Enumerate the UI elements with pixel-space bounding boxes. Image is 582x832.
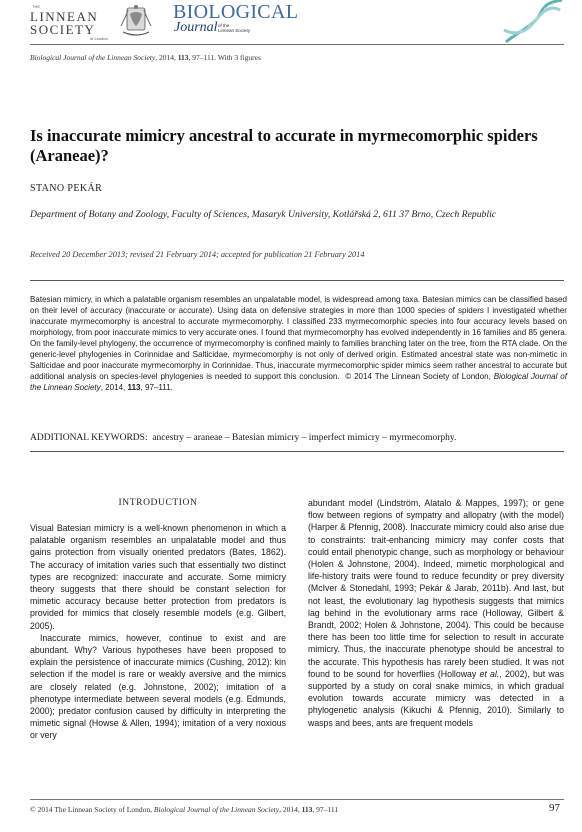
paragraph-etal: et al. xyxy=(479,668,500,679)
journal-word: Journal xyxy=(174,20,218,35)
dna-helix-icon xyxy=(500,0,564,44)
paragraph: Inaccurate mimics, however, continue to exist and are abundant. Why? Various hypotheses have been proposed to explain the persistence of inaccurate mimics (Cushing, 2012): kin selection if the model is rare or weakly aversive and the mimics are closely related (e.g. Johnstone, 2002); imitation of a phenotype intermediate between several models (e.g. Edmunds, 2000); predator confusion caused by difficulty in interpreting the mimetic signal (Howse & Allen, 1994); imitation of a very noxious or very xyxy=(30,632,286,741)
footer-year: , 2014, xyxy=(279,805,302,814)
journal-title: BIOLOGICAL xyxy=(173,1,299,23)
journal-subtitle-2: Linnean Society xyxy=(218,28,251,33)
abstract-copyright: © 2014 The Linnean Society of London, xyxy=(339,372,494,381)
citation-year: , 2014, xyxy=(155,53,178,62)
abstract-copyright-journal: Biological Journal of the Linnean Society xyxy=(30,372,567,392)
footer-rule xyxy=(30,799,564,800)
abstract-copyright-pages: , 97–111. xyxy=(140,383,173,392)
journal-citation xyxy=(30,53,261,62)
footer-pages: , 97–111 xyxy=(312,805,339,814)
header-rule xyxy=(30,44,564,45)
logo-society: SOCIETY xyxy=(30,22,96,37)
body-column-left xyxy=(30,522,286,742)
society-crest-icon xyxy=(118,4,154,38)
footer-copyright xyxy=(30,805,338,814)
received-dates: Received 20 December 2013; revised 21 February 2014; accepted for publication 21 February 2014 xyxy=(30,250,365,259)
abstract-text: Batesian mimicry, in which a palatable organism resembles an unpalatable model, is widespread among taxa. Batesian mimics can be classified based on their level of accuracy (inaccurate or accurate). Using data on defensive strategies in more than 1000 species of spiders I investigated whether inaccurate myrmecomorphy is ancestral to accurate myrmecomorphy. I classified 233 myrmecomorphic species into four accuracy levels based on morphology, from poor inaccurate mimics to very accurate ones. I found that myrmecomorphy has evolved independently in 16 families and 85 genera. On the family-level phylogeny, the occurrence of myrmecomorphy is confined mainly to families branching later on the tree, from the RTA clade. On the generic-level phylogenies in Corinnidae and Salticidae, myrmecomorphy is not only of derived origin. Estimated ancestral state was non-mimetic in Salticidae and poor inaccurate myrmecomorphy in Corinnidae. Thus, inaccurate myrmecomorphic spider mimics seem rather ancestral to accurate but additional analysis on species-level phylogenies is needed to support this conclusion. xyxy=(30,295,567,381)
citation-volume: 113 xyxy=(177,53,189,62)
footer-pre: © 2014 The Linnean Society of London, xyxy=(30,805,154,814)
abstract xyxy=(30,294,567,393)
author-name: STANO PEKÁR xyxy=(30,183,103,194)
body-column-right xyxy=(308,497,564,729)
journal-subtitle-1: of the xyxy=(218,23,230,28)
paragraph: Visual Batesian mimicry is a well-known phenomenon in which a palatable organism resembles an unpalatable model and thus gains protection from visually oriented predators (Bates, 1862). The accuracy of imitation varies such that essentially two distinct types are recognized: inaccurate and accurate. Some mimicry theory suggests that there should be constant selection for mimetic accuracy because better protection from predators is provided for mimics that closely resemble models (e.g. Gilbert, 2005). xyxy=(30,523,286,631)
section-heading-introduction: INTRODUCTION xyxy=(118,498,198,508)
citation-rest: , 97–111. With 3 figures xyxy=(188,53,261,62)
citation-journal: Biological Journal of the Linnean Society xyxy=(30,53,156,62)
keywords-label: ADDITIONAL KEYWORDS: xyxy=(30,433,148,443)
abstract-copyright-year: , 2014, xyxy=(100,383,128,392)
logo-of-london: of London xyxy=(90,36,108,41)
article-title: Is inaccurate mimicry ancestral to accurate in myrmecomorphic spiders (Araneae)? xyxy=(30,126,538,165)
paragraph-text: abundant model (Lindström, Alatalo & Mappes, 1997); or gene flow between regions of sympatry and allopatry (with the model) (Harper & Pfennig, 2008). Inaccurate mimicry could also arise due to constraints: trait-enhancing mimicry may confer costs that could entail phenotypic change, such as morphology or behaviour (Holen & Johnstone, 2004). Indeed, mimetic morphological and life-history traits were found to reduce fecundity or prey diversity (McIver & Stonedahl, 1993; Pekár & Jarab, 2011b). And last, but not least, the evolutionary lag hypothesis suggests that mimics lag behind in the evolutionary arms race (Holloway, Gilbert & Brandt, 2002; Holen & Johnstone, 2004). This could be because there has been too little time for selection to result in accurate mimicry. Thus, the inaccurate phenotype should be ancestral to the accurate. This hypothesis has rarely been studied. It was not found to be sound for hoverflies (Holloway xyxy=(308,498,564,679)
paragraph xyxy=(308,497,564,729)
author-affiliation: Department of Botany and Zoology, Faculty of Sciences, Masaryk University, Kotlářská 2, 611 37 Brno, Czech Republic xyxy=(30,209,497,220)
journal-subtitle xyxy=(218,23,250,33)
abstract-copyright-volume: 113 xyxy=(127,383,141,392)
footer-volume: 113 xyxy=(301,805,313,814)
logo-linnean: LINNEAN xyxy=(30,9,99,24)
logo-the: THE xyxy=(32,4,40,9)
paragraph-text: , 2002), but was supported by a study on coral snake mimics, in which gradual evolution towards accurate mimicry was detected in a phylogenetic analysis (Kikuchi & Pfennig, 2010). Similarly to wasps and bees, ants are frequent models xyxy=(308,668,564,728)
abstract-bottom-rule xyxy=(30,451,564,452)
footer-journal: Biological Journal of the Linnean Society xyxy=(153,805,280,814)
abstract-top-rule xyxy=(30,280,564,281)
page-number: 97 xyxy=(549,802,560,814)
keywords-list: ancestry – araneae – Batesian mimicry – imperfect mimicry – myrmecomorphy. xyxy=(147,433,457,443)
additional-keywords xyxy=(30,433,567,443)
